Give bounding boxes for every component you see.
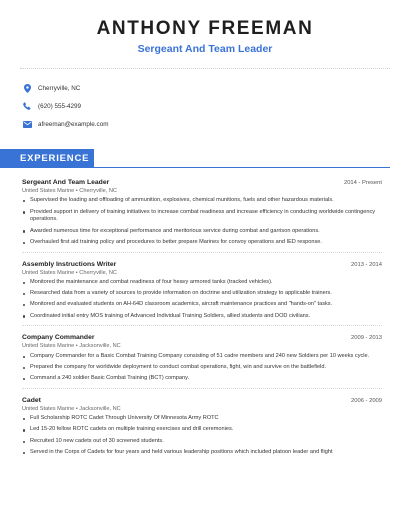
- candidate-name: ANTHONY FREEMAN: [96, 18, 314, 39]
- job-organization: United States Marine • Jacksonville, NC: [22, 405, 121, 412]
- contact-email: [22, 115, 410, 133]
- job-bullet: Monitored the maintenance and combat readiness of four heavy armored tanks (tracked vehicles).: [22, 279, 382, 287]
- job-divider: [22, 325, 382, 326]
- experience-heading: EXPERIENCE: [0, 149, 94, 167]
- contact-location-text: Cherryville, NC: [38, 84, 81, 92]
- contact-phone-text: (620) 555-4299: [38, 102, 82, 110]
- job-bullet: Coordinated initial entry MOS training of Advanced Individual Training Soldiers, allied students and DOD civilians.: [22, 313, 382, 321]
- job-bullet: Researched data from a variety of sources to provide information on doctrine and utilization strategy to applicable trainers.: [22, 290, 382, 298]
- job-bullets: [22, 279, 382, 320]
- contact-phone: [22, 97, 410, 115]
- section-rule: [0, 167, 390, 168]
- job-entry: [22, 179, 382, 253]
- job-bullet: Prepared the company for worldwide deployment to conduct combat operations, fight, win and survive on the battlefield.: [22, 364, 382, 372]
- resume-header: [0, 0, 410, 56]
- job-title: Assembly Instructions Writer: [22, 260, 117, 268]
- job-organization: United States Marine • Jacksonville, NC: [22, 343, 121, 350]
- job-divider: [22, 388, 382, 389]
- job-bullet: Full Scholarship ROTC Cadet Through University Of Minnesota Army ROTC: [22, 415, 382, 423]
- job-organization: United States Marine • Cherryville, NC: [22, 269, 117, 276]
- job-bullet: Provided support in delivery of training initiatives to increase combat readiness and increase efficiency in conducting worldwide contingency operations.: [22, 209, 382, 225]
- job-divider: [22, 252, 382, 253]
- job-entry: [22, 397, 382, 457]
- contact-list: [0, 69, 410, 133]
- phone-icon: [22, 101, 32, 111]
- job-dates: 2014 - Present: [343, 180, 382, 186]
- job-bullets: [22, 353, 382, 383]
- job-bullet: Company Commander for a Basic Combat Training Company consisting of 51 cadre members and 240 new Soldiers per 10 weeks cycle.: [22, 353, 382, 361]
- job-bullet: Command a 240 soldier Basic Combat Training (BCT) company.: [22, 375, 382, 383]
- job-dates: 2013 - 2014: [351, 261, 382, 268]
- job-bullets: [22, 197, 382, 246]
- job-title: Company Commander: [22, 334, 95, 342]
- experience-list: [0, 179, 410, 457]
- email-icon: [22, 119, 32, 129]
- job-bullets: [22, 415, 382, 456]
- job-bullet: Served in the Corps of Cadets for four years and held various leadership positions which included platoon leader and flight: [22, 449, 382, 457]
- job-bullet: Supervised the loading and offloading of ammunition, explosives, chemical munitions, fuels and other hazardous materials.: [22, 197, 382, 205]
- job-entry: [22, 334, 382, 389]
- candidate-title: Sergeant And Team Leader: [137, 43, 273, 55]
- job-dates: 2009 - 2013: [351, 335, 382, 342]
- job-bullet: Monitored and evaluated students on AH-64D classroom academics, aircraft maintenance practices and "hands-on" tasks.: [22, 301, 382, 309]
- location-pin-icon: [22, 83, 32, 93]
- job-bullet: Led 15-20 fellow ROTC cadets on multiple training exercises and drill ceremonies.: [22, 426, 382, 434]
- job-entry: [22, 261, 382, 327]
- job-title: Sergeant And Team Leader: [22, 179, 110, 186]
- contact-email-text: afreeman@example.com: [38, 120, 109, 128]
- job-bullet: Recruited 10 new cadets out of 30 screened students.: [22, 438, 382, 446]
- job-bullet: Overhauled first aid training policy and procedures to better prepare Marines for convoy operations and IED response.: [22, 239, 382, 247]
- job-dates: 2006 - 2009: [351, 397, 382, 404]
- job-title: Cadet: [22, 396, 41, 404]
- job-organization: United States Marine • Cherryville, NC: [22, 188, 117, 194]
- contact-location: [22, 79, 410, 97]
- job-bullet: Awarded numerous time for exceptional performance and meritorious service during combat and garrison operations.: [22, 228, 382, 236]
